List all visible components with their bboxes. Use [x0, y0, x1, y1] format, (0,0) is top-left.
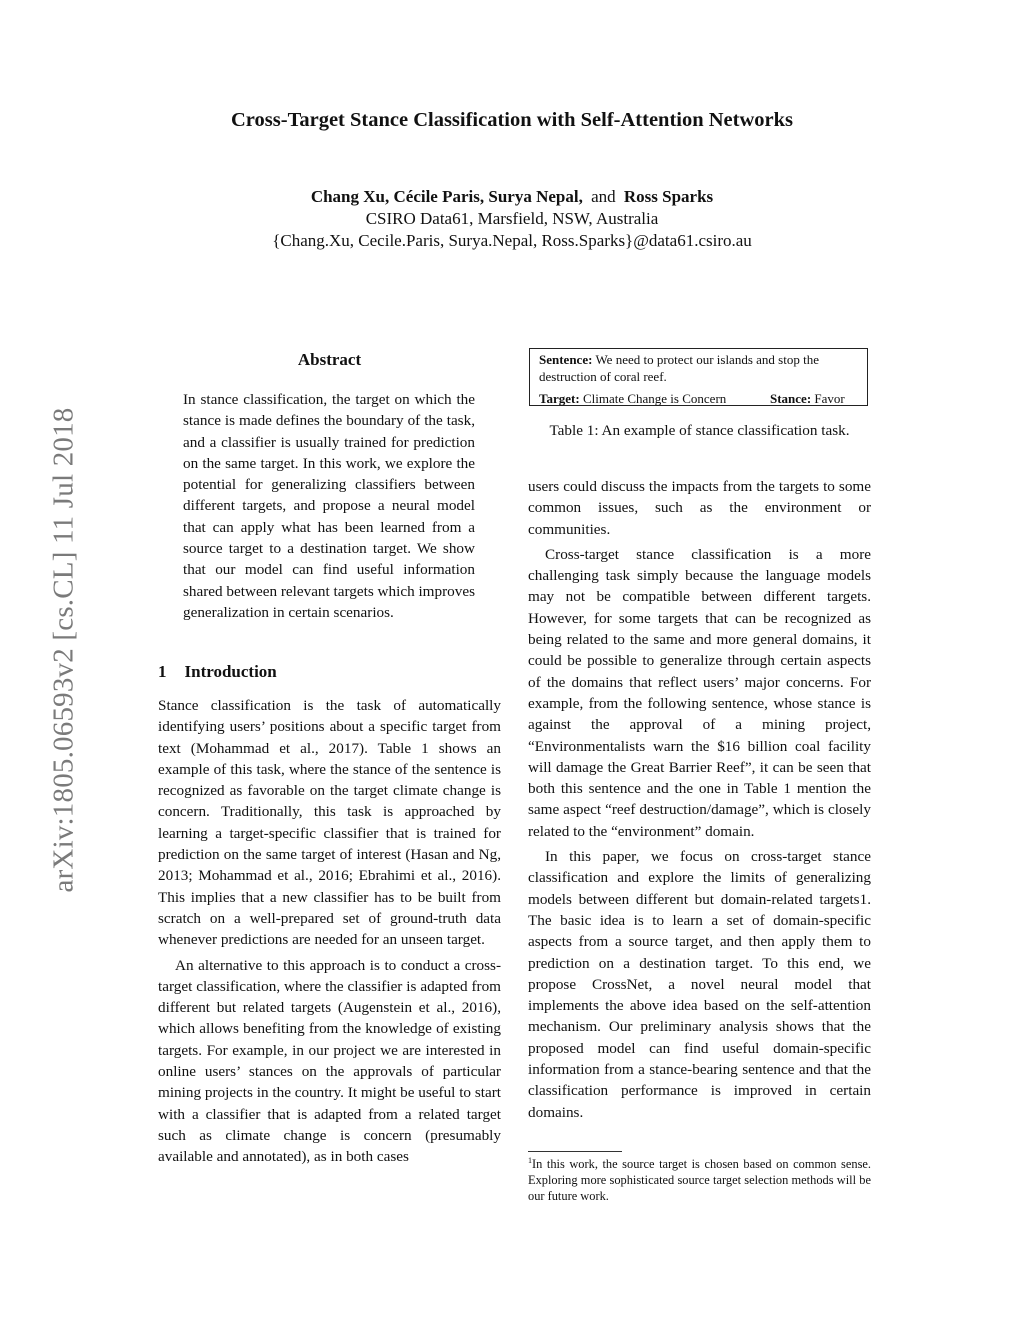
section-title: Introduction [184, 662, 277, 681]
author-emails: {Chang.Xu, Cecile.Paris, Surya.Nepal, Ross.Sparks}@data61.csiro.au [272, 231, 752, 250]
author-block [0, 186, 1024, 252]
section-heading-introduction [158, 662, 277, 682]
table-1-sentence-row [539, 352, 858, 385]
target-label: Target: [539, 391, 580, 406]
intro-paragraph-4: In this paper, we focus on cross-target stance classification and explore the limits of generalizing models between different but domain-related targets1. The basic idea is to learn a set of domain-specific aspects from a source target, and then apply them to prediction on a destination target. To this end, we propose CrossNet, a novel neural model that implements the above idea based on the self-attention mechanism. Our preliminary analysis shows that the proposed model can find useful domain-specific information from a stance-bearing sentence and that the classification performance is improved in certain domains. [528, 848, 871, 1121]
author-list: Chang Xu, Cécile Paris, Surya Nepal, [310, 187, 583, 206]
abstract-heading: Abstract [297, 350, 362, 369]
footnote-1 [528, 1156, 871, 1204]
abstract-text: In stance classification, the target on which the stance is made defines the boundary of the task, and a classifier is usually trained for prediction on the same target. In this work, we explore the potential for generalizing classifiers between different targets, and propose a neural model that can apply what has been learned from a source target to a destination target. We show that our model can find useful information shared between relevant targets which improves generalization in certain scenarios. [183, 391, 475, 621]
author-names [0, 186, 1024, 208]
intro-paragraph-2-continued: users could discuss the impacts from the targets to some common issues, such as the environment or communities. [528, 478, 871, 538]
stance-text: Favor [814, 391, 845, 406]
footnote-divider [528, 1151, 622, 1152]
paper-title: Cross-Target Stance Classification with Self-Attention Networks [231, 109, 793, 131]
author-affiliation: CSIRO Data61, Marsfield, NSW, Australia [365, 209, 659, 228]
intro-paragraph-3: Cross-target stance classification is a more challenging task simply because the language models may not be compatible between different targets. However, for some targets that can be recognized as being related to the same and more general domains, it could be possible to generalize through certain aspects of the domains that reflect users’ major concerns. For example, from the following sentence, whose stance is against the approval of a mining project, “Environmentalists warn the $16 billion coal facility will damage the Great Barrier Reef”, it can be seen that both this sentence and the one in Table 1 mention the same aspect “reef destruction/damage”, which is closely related to the “environment” domain. [528, 545, 871, 840]
table-1-example [529, 348, 868, 406]
sentence-label: Sentence: [539, 352, 593, 367]
intro-paragraph-2: An alternative to this approach is to conduct a cross-target classification, where the classifier is adapted from different but related targets (Augenstein et al., 2016), which allows benefiting from the knowledge of existing targets. For example, in our project we are interested in online users’ stances on the approvals of particular mining projects in the country. It might be useful to start with a classifier that is adapted from a related target such as climate change is concern (presumably available and annotated), as in both cases [158, 956, 501, 1166]
stance-cell [770, 391, 845, 408]
sentence-text: We need to protect our islands and stop the destruction of coral reef. [539, 352, 819, 384]
table-1-target-row [539, 391, 858, 408]
table-1-caption: Table 1: An example of stance classification task. [549, 422, 850, 439]
right-column [528, 476, 871, 1123]
author-and: and [591, 187, 616, 206]
left-column [158, 695, 501, 1168]
author-last: Ross Sparks [623, 187, 714, 206]
stance-label: Stance: [770, 391, 812, 406]
section-number: 1 [158, 662, 167, 681]
target-text: Climate Change is Concern [582, 391, 727, 406]
footnote-text: In this work, the source target is chosen based on common sense. Exploring more sophisticated source target selection methods will be our future work. [528, 1157, 871, 1203]
arxiv-identifier: arXiv:1805.06593v2 [cs.CL] 11 Jul 2018 [47, 407, 80, 893]
footnote-mark: 1 [528, 1155, 532, 1165]
intro-paragraph-1: Stance classification is the task of automatically identifying users’ positions about a specific target from text (Mohammad et al., 2017). Table 1 shows an example of this task, where the stance of the sentence is recognized as favorable on the target climate change is concern. Traditionally, this task is approached by learning a target-specific classifier that is trained for prediction on the same target of interest (Hasan and Ng, 2013; Mohammad et al., 2016; Ebrahimi et al., 2016). This implies that a new classifier has to be built from scratch on a well-prepared set of ground-truth data whenever predictions are needed for an unseen target. [158, 697, 501, 949]
